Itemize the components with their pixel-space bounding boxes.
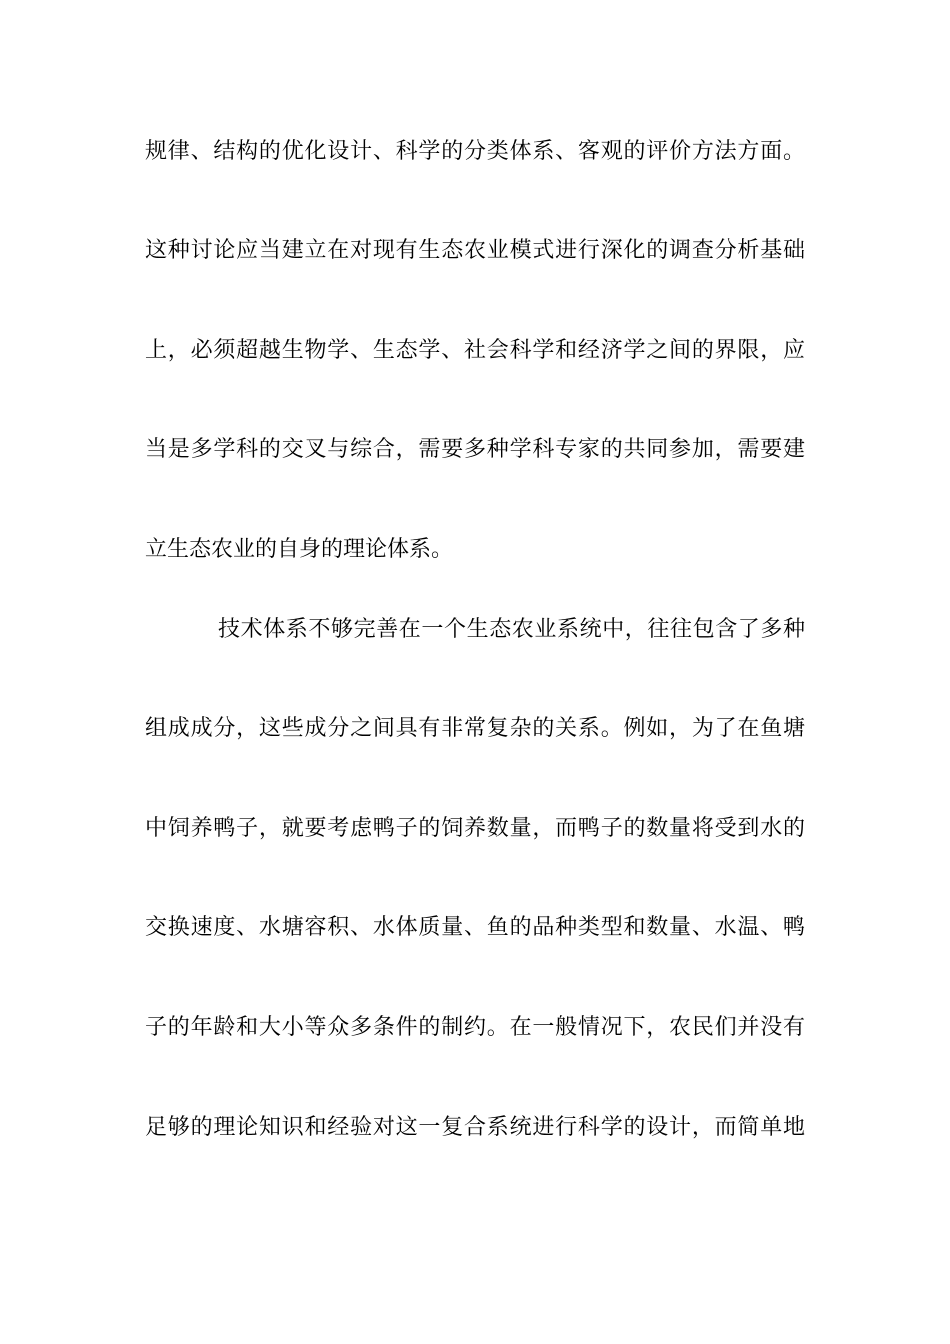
text-line-3: 上，必须超越生物学、生态学、社会科学和经济学之间的界限，应 xyxy=(145,338,805,363)
text-line-2: 这种讨论应当建立在对现有生态农业模式进行深化的调查分析基础 xyxy=(145,238,805,263)
text-line-4: 当是多学科的交叉与综合，需要多种学科专家的共同参加，需要建 xyxy=(145,437,805,462)
text-line-7: 组成成分，这些成分之间具有非常复杂的关系。例如，为了在鱼塘 xyxy=(145,716,805,741)
text-line-11: 足够的理论知识和经验对这一复合系统进行科学的设计，而简单地 xyxy=(145,1115,805,1140)
text-line-10: 子的年龄和大小等众多条件的制约。在一般情况下，农民们并没有 xyxy=(145,1015,805,1040)
text-line-1: 规律、结构的优化设计、科学的分类体系、客观的评价方法方面。 xyxy=(145,139,805,164)
paragraph-2-first-line: 技术体系不够完善在一个生态农业系统中，往往包含了多种 xyxy=(218,617,805,642)
text-line-5: 立生态农业的自身的理论体系。 xyxy=(145,537,454,562)
text-line-9: 交换速度、水塘容积、水体质量、鱼的品种类型和数量、水温、鸭 xyxy=(145,915,805,940)
text-line-8: 中饲养鸭子，就要考虑鸭子的饲养数量，而鸭子的数量将受到水的 xyxy=(145,816,805,841)
